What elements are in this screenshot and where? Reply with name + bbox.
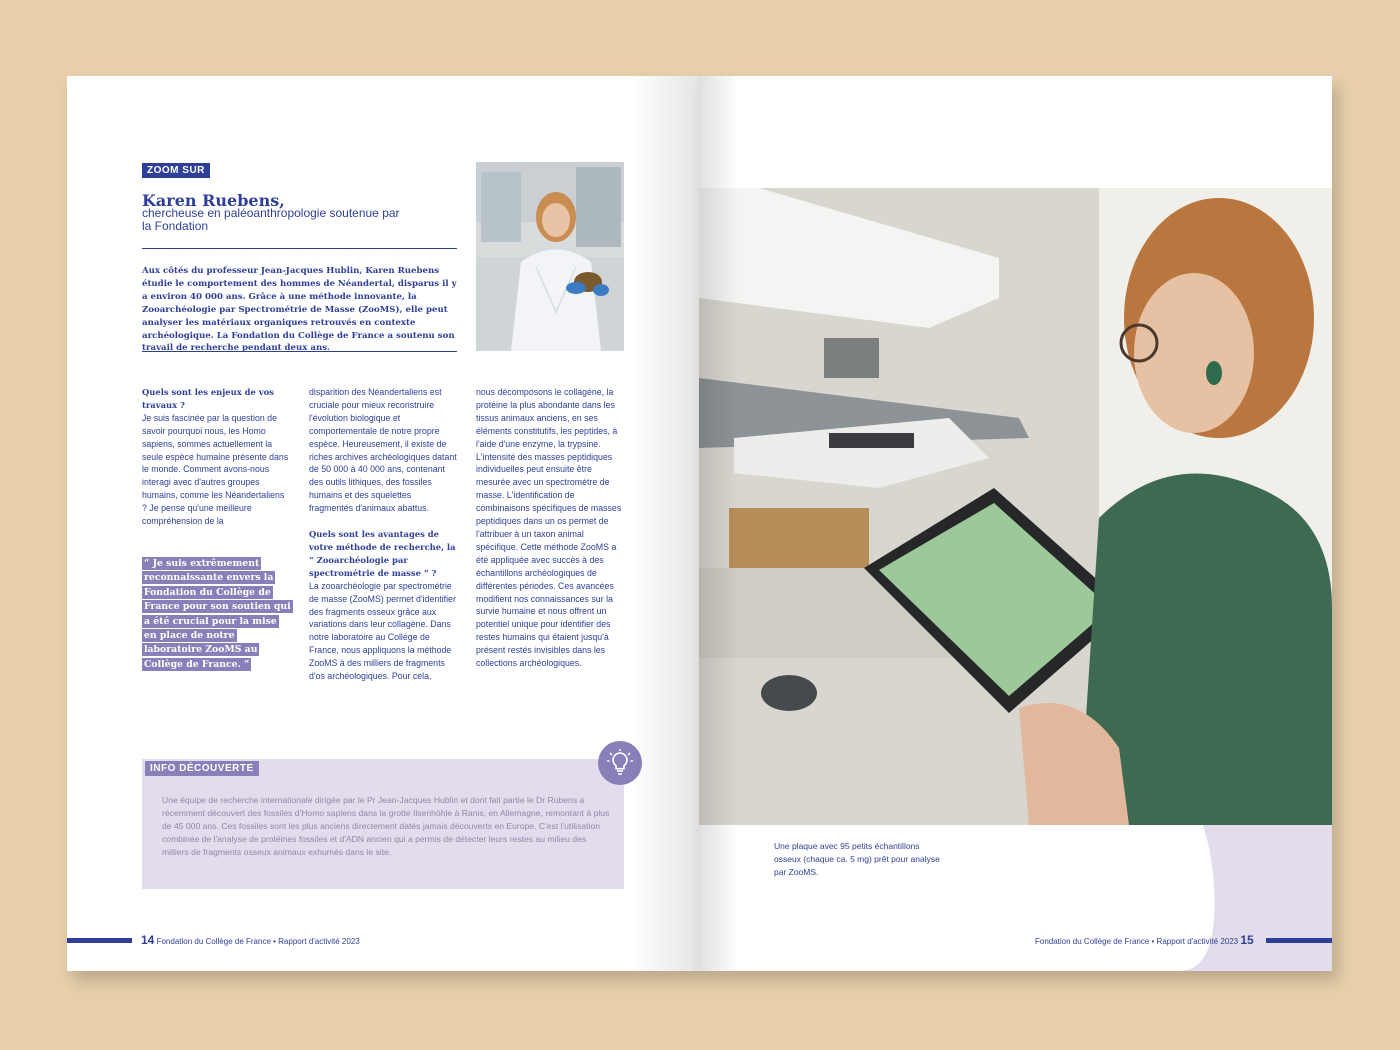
- zoom-tag: ZOOM SUR: [142, 163, 210, 178]
- column-3: [476, 386, 624, 670]
- question-2: Quels sont les avantages de votre méthode de recherche, la “ Zooarchéologie par spectrométrie de masse ” ?: [309, 529, 456, 578]
- photo-caption: Une plaque avec 95 petits échantillons osseux (chaque ca. 5 mg) prêt pour analyse par ZooMS.: [774, 841, 940, 877]
- intro-paragraph: Aux côtés du professeur Jean-Jacques Hublin, Karen Ruebens étudie le comportement des hommes de Néandertal, disparus il y a environ 40 000 ans. Grâce à une méthode innovante, la Zooarchéologie par Spectrométrie de Masse (ZooMS), elle peut analyser les matériaux organiques retrouvés en contexte archéologique. La Fondation du Collège de France a soutenu son travail de recherche pendant deux ans.: [142, 266, 457, 354]
- portrait-photo: [476, 162, 624, 351]
- footer-left-text: Fondation du Collège de France • Rapport d'activité 2023: [156, 937, 360, 946]
- pull-quote-text: “ Je suis extrêmement reconnaissante envers la Fondation du Collège de France pour son soutien qui a été crucial pour la mise en place de notre laboratoire ZooMS au Collège de France. ”: [144, 558, 291, 670]
- divider-top: [142, 248, 457, 249]
- page-number-right: 15: [1240, 933, 1254, 947]
- answer-1-part-1: Je suis fascinée par la question de savoir pourquoi nous, les Homo sapiens, sommes actuellement la seule espèce humaine présente dans le monde. Comment avons-nous interagi avec d'autres groupes humains, comme les Néandertaliens ? Je pense qu'une meilleure compréhension de la: [142, 412, 289, 527]
- column-2: [309, 386, 457, 683]
- divider-bottom: [142, 351, 457, 352]
- right-page: [699, 76, 1332, 971]
- person-name: Karen Ruebens,: [142, 191, 285, 210]
- lab-photo: [699, 188, 1332, 825]
- footer-bar-right: [1266, 938, 1332, 943]
- footer-left: [141, 933, 360, 947]
- footer-right-text: Fondation du Collège de France • Rapport d'activité 2023: [1035, 937, 1239, 946]
- page-number-left: 14: [141, 933, 155, 947]
- pull-quote: [142, 557, 292, 672]
- gutter-shadow-left: [629, 76, 699, 971]
- footer-right: [1035, 933, 1254, 947]
- info-text: Une équipe de recherche internationale dirigée par le Pr Jean-Jacques Hublin et dont fait partie le Dr Rubens a récemment découvert des fossiles d'Homo sapiens dans la grotte Ilsenhöhle à Ranis, en Allemagne, remontant à plus de 45 000 ans. Ces fossiles sont les plus anciens directement datés jamais découverts en Europe. C'est l'utilisation combinée de l'analyse de protéines fossiles et d'ADN ancien qui a permis de détecter leurs restes au milieu des milliers de fragments osseux animaux exhumés dans le site.: [162, 795, 610, 857]
- gutter-shadow-right: [699, 76, 739, 971]
- info-box: [142, 759, 624, 889]
- column-1: [142, 386, 290, 528]
- footer-bar: [67, 938, 132, 943]
- info-tag: INFO DÉCOUVERTE: [145, 761, 259, 776]
- person-role: chercheuse en paléoanthropologie soutenue par la Fondation: [142, 206, 400, 233]
- left-page: [67, 76, 699, 971]
- question-1: Quels sont les enjeux de vos travaux ?: [142, 387, 274, 410]
- answer-2-part-1: La zooarchéologie par spectrométrie de masse (ZooMS) permet d'identifier des fragments osseux grâce aux variations dans leur collagène. Dans notre laboratoire au Collège de France, nous appliquons la méthode ZooMS à des milliers de fragments d'os archéologiques. Pour cela,: [309, 580, 456, 682]
- answer-1-part-2: disparition des Néandertaliens est cruciale pour mieux reconstruire l'évolution biologique et comportementale de notre propre espèce. Heureusement, il existe de riches archives archéologiques datant de 50 000 à 40 000 ans, contenant des outils lithiques, des fossiles humains et des squelettes fragmentés d'animaux abattus.: [309, 387, 457, 514]
- answer-2-part-2: nous décomposons le collagène, la protéine la plus abondante dans les tissus animaux anciens, en ses éléments constitutifs, les peptides, à l'aide d'une enzyme, la trypsine. L'intensité des masses peptidiques individuelles peut ensuite être mesurée avec un spectromètre de masse. L'identification de combinaisons spécifiques de masses peptidiques dans un os permet de l'attribuer à un taxon animal spécifique. Cette méthode ZooMS a été appliquée avec succès à des échantillons archéologiques de différentes périodes. Ces avancées modifient nos connaissances sur la survie humaine et nous offrent un potentiel unique pour identifier des restes humains qui étaient jusqu'à présent restés invisibles dans les collections archéologiques.: [476, 387, 622, 669]
